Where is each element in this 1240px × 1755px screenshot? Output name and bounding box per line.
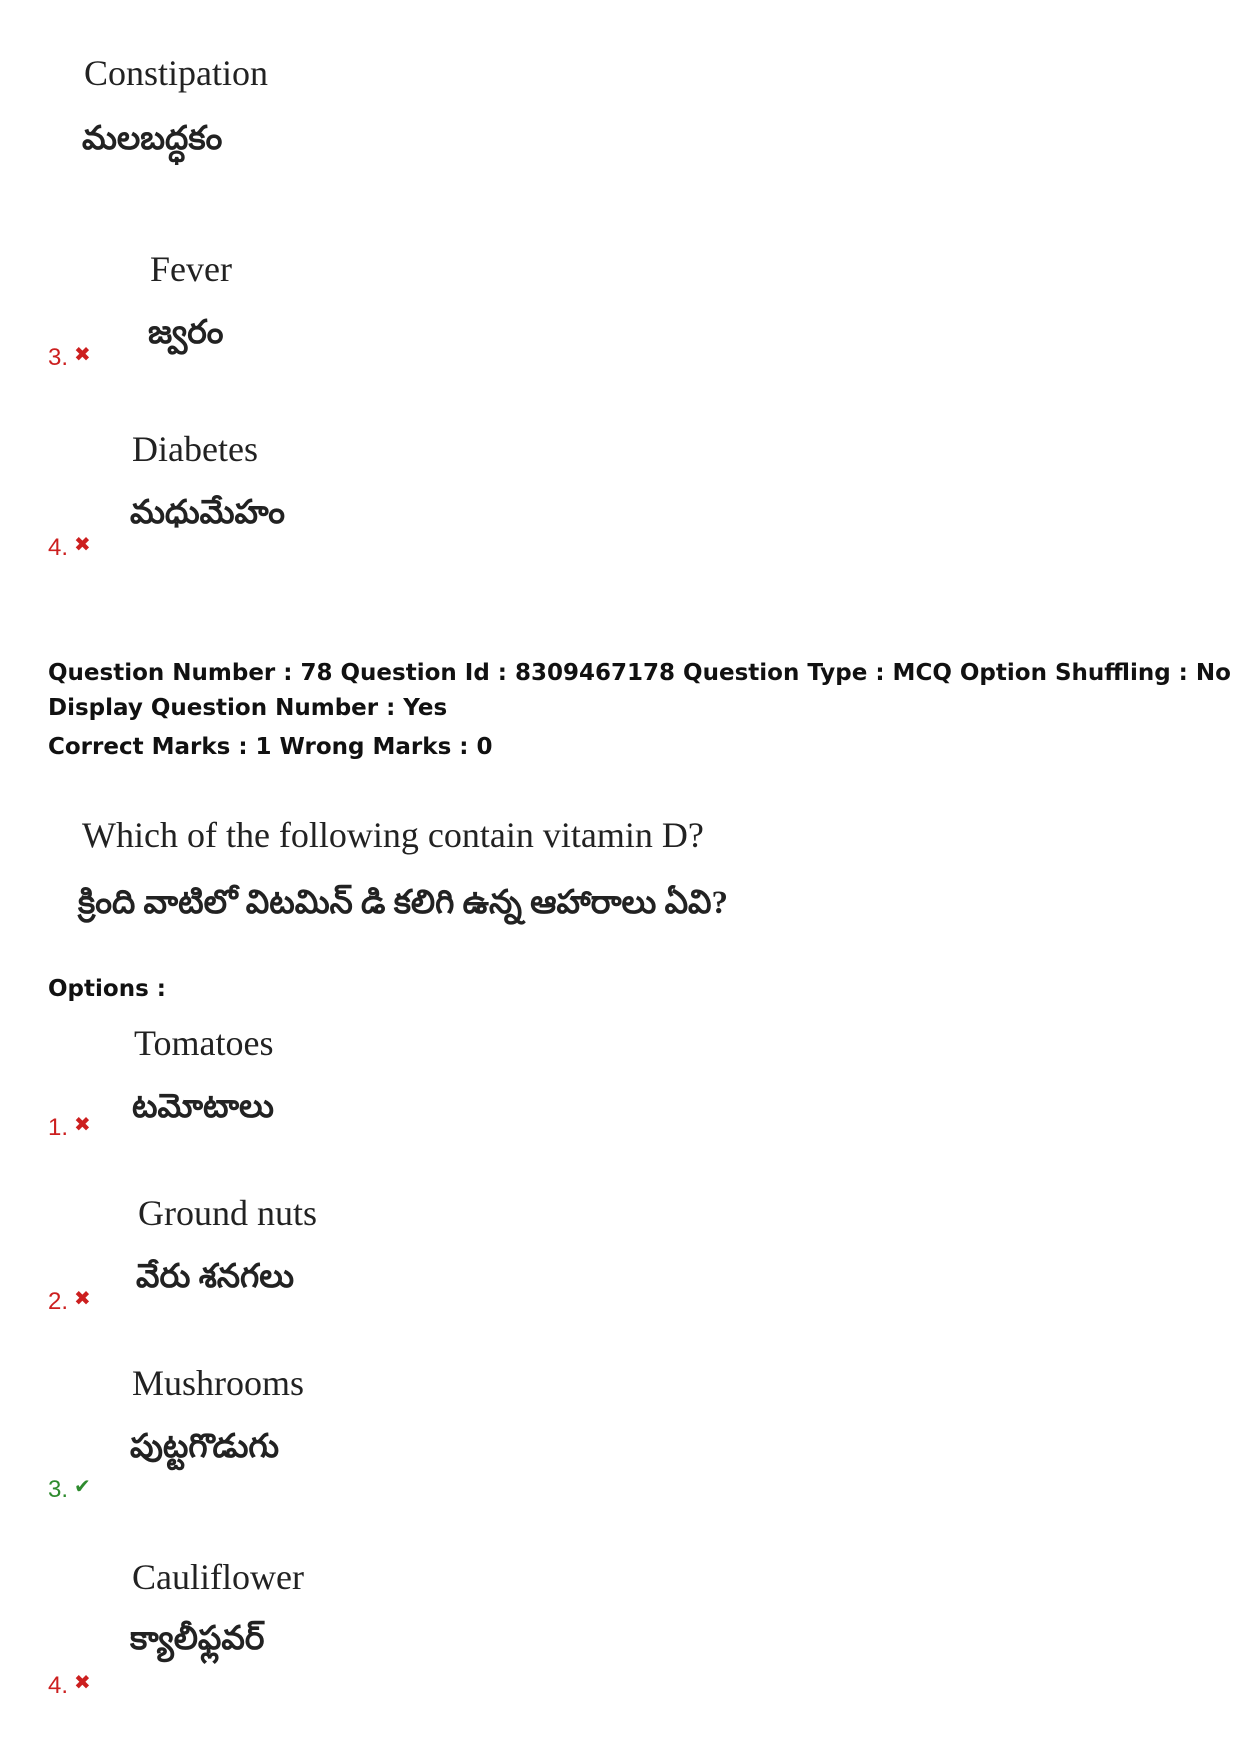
check-icon: ✔ xyxy=(74,1476,91,1498)
option-telugu-diabetes: మధుమేహం xyxy=(130,495,286,531)
option-english-tomatoes: Tomatoes xyxy=(134,1023,274,1063)
option-telugu-constipation: మలబద్ధకం xyxy=(82,121,223,157)
cross-icon: ✖ xyxy=(74,344,91,366)
option-number-label: 1. xyxy=(48,1114,69,1141)
option-telugu-tomatoes: టమోటాలు xyxy=(132,1089,274,1125)
question-text-telugu: క్రింది వాటిలో విటమిన్ డి కలిగి ఉన్న ఆహారాలు ఏవి? xyxy=(78,885,729,921)
cross-icon: ✖ xyxy=(74,1288,91,1310)
cross-icon: ✖ xyxy=(74,1114,91,1136)
question-header-line2: Display Question Number : Yes xyxy=(48,695,448,721)
cross-icon: ✖ xyxy=(74,534,91,556)
option-number-label: 2. xyxy=(48,1288,69,1315)
option-telugu-mushrooms: పుట్టగొడుగు xyxy=(130,1429,280,1465)
option-telugu-ground-nuts: వేరు శనగలు xyxy=(136,1259,295,1295)
option-english-cauliflower: Cauliflower xyxy=(132,1557,304,1597)
question-marks: Correct Marks : 1 Wrong Marks : 0 xyxy=(48,734,493,760)
option-number-label: 3. xyxy=(48,1476,69,1503)
option-telugu-cauliflower: క్యాలీఫ్లవర్ xyxy=(130,1621,265,1657)
cross-icon: ✖ xyxy=(74,1672,91,1694)
option-number-3 xyxy=(48,1476,91,1504)
options-label: Options : xyxy=(48,976,166,1002)
option-english-diabetes: Diabetes xyxy=(132,429,258,469)
option-number-1 xyxy=(48,1114,91,1142)
option-number-label: 4. xyxy=(48,534,69,561)
option-english-mushrooms: Mushrooms xyxy=(132,1363,305,1403)
option-number-label: 3. xyxy=(48,344,69,371)
option-number-4 xyxy=(48,1672,91,1700)
option-telugu-fever: జ్వరం xyxy=(148,315,224,351)
option-number-2 xyxy=(48,1288,91,1316)
option-english-ground-nuts: Ground nuts xyxy=(138,1193,317,1233)
option-english-fever: Fever xyxy=(150,249,232,289)
question-header-line1: Question Number : 78 Question Id : 8309467178 Question Type : MCQ Option Shuffling : No xyxy=(48,660,1231,686)
question-text-english: Which of the following contain vitamin D? xyxy=(82,815,704,855)
option-number-3-prev xyxy=(48,344,91,372)
option-number-4-prev xyxy=(48,534,91,562)
option-number-label: 4. xyxy=(48,1672,69,1699)
option-english-constipation: Constipation xyxy=(84,53,269,93)
